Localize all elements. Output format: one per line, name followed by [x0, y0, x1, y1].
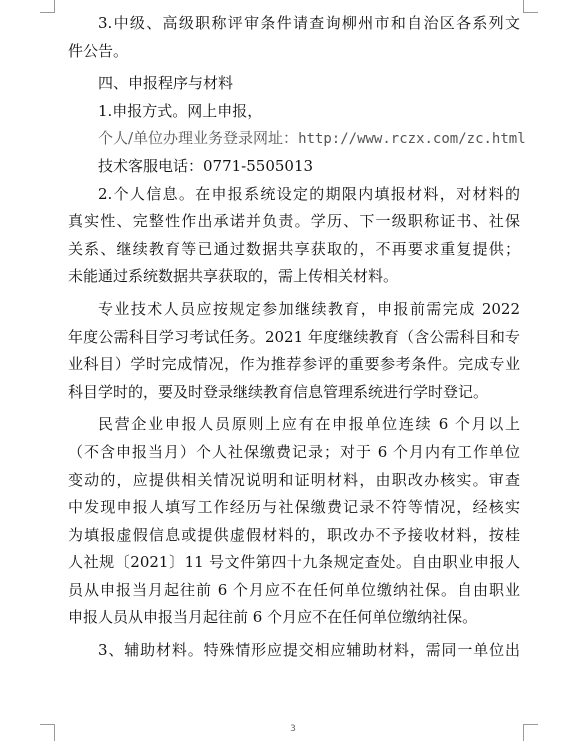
support-phone-line: 技术客服电话：0771-5505013	[98, 156, 314, 175]
paragraph-line: 中发现申报人填写工作经历与社保缴费记录不符等情况，经核实	[68, 498, 520, 517]
document-page	[68, 10, 526, 665]
paragraph-line: 员从申报当月起往前 6 个月应不在任何单位缴纳社保。自由职业	[68, 580, 520, 599]
paragraph-line: 变动的，应提供相关情况说明和证明材料，由职改办核实。审查	[68, 470, 520, 489]
paragraph-line: 业科目）学时完成情况，作为推荐参评的重要参考条件。完成专业	[68, 355, 520, 374]
paragraph-line: 2.个人信息。在申报系统设定的期限内填报材料，对材料的	[98, 184, 520, 203]
paragraph-line: 关系、继续教育等已通过数据共享获取的，不再要求重复提供；	[68, 239, 520, 258]
paragraph-line: 3.中级、高级职称评审条件请查询柳州市和自治区各系列文	[98, 14, 520, 32]
paragraph-line: 科目学时的，要及时登录继续教育信息管理系统进行学时登记。	[68, 382, 489, 401]
crop-mark-top-left	[40, 0, 55, 13]
paragraph-line: 未能通过系统数据共享获取的，需上传相关材料。	[68, 267, 399, 286]
paragraph-line: 申报人员从申报当月起往前 6 个月应不在任何单位缴纳社保。	[68, 608, 478, 627]
paragraph-line: 真实性、完整性作出承诺并负责。学历、下一级职称证书、社保	[68, 212, 520, 231]
crop-mark-top-right	[523, 0, 538, 13]
paragraph-line: 专业技术人员应按规定参加继续教育，申报前需完成 2022	[98, 299, 520, 318]
login-url-line	[68, 125, 526, 153]
paragraph-line: 人社规〔2021〕11 号文件第四十九条规定查处。自由职业申报人	[68, 553, 520, 572]
page-number: 3	[290, 724, 296, 734]
paragraph-line: 为填报虚假信息或提供虚假材料的，职改办不予接收材料，按桂	[68, 525, 520, 544]
paragraph-line: 3、辅助材料。特殊情形应提交相应辅助材料，需同一单位出	[98, 641, 520, 660]
login-url[interactable]: http://www.rczx.com/zc.html	[298, 131, 526, 148]
paragraph-line: 年度公需科目学习考试任务。2021 年度继续教育（含公需科目和专	[68, 327, 520, 346]
section-heading: 四、申报程序与材料	[98, 74, 234, 93]
login-url-label: 个人/单位办理业务登录网址：	[98, 129, 299, 148]
paragraph-line: （不含申报当月）个人社保缴费记录；对于 6 个月内有工作单位	[68, 442, 520, 461]
paragraph-line: 件公告。	[68, 41, 129, 60]
paragraph-line: 1.申报方式。网上申报，	[98, 101, 263, 120]
paragraph-line: 民营企业申报人员原则上应有在申报单位连续 6 个月以上	[98, 415, 520, 434]
